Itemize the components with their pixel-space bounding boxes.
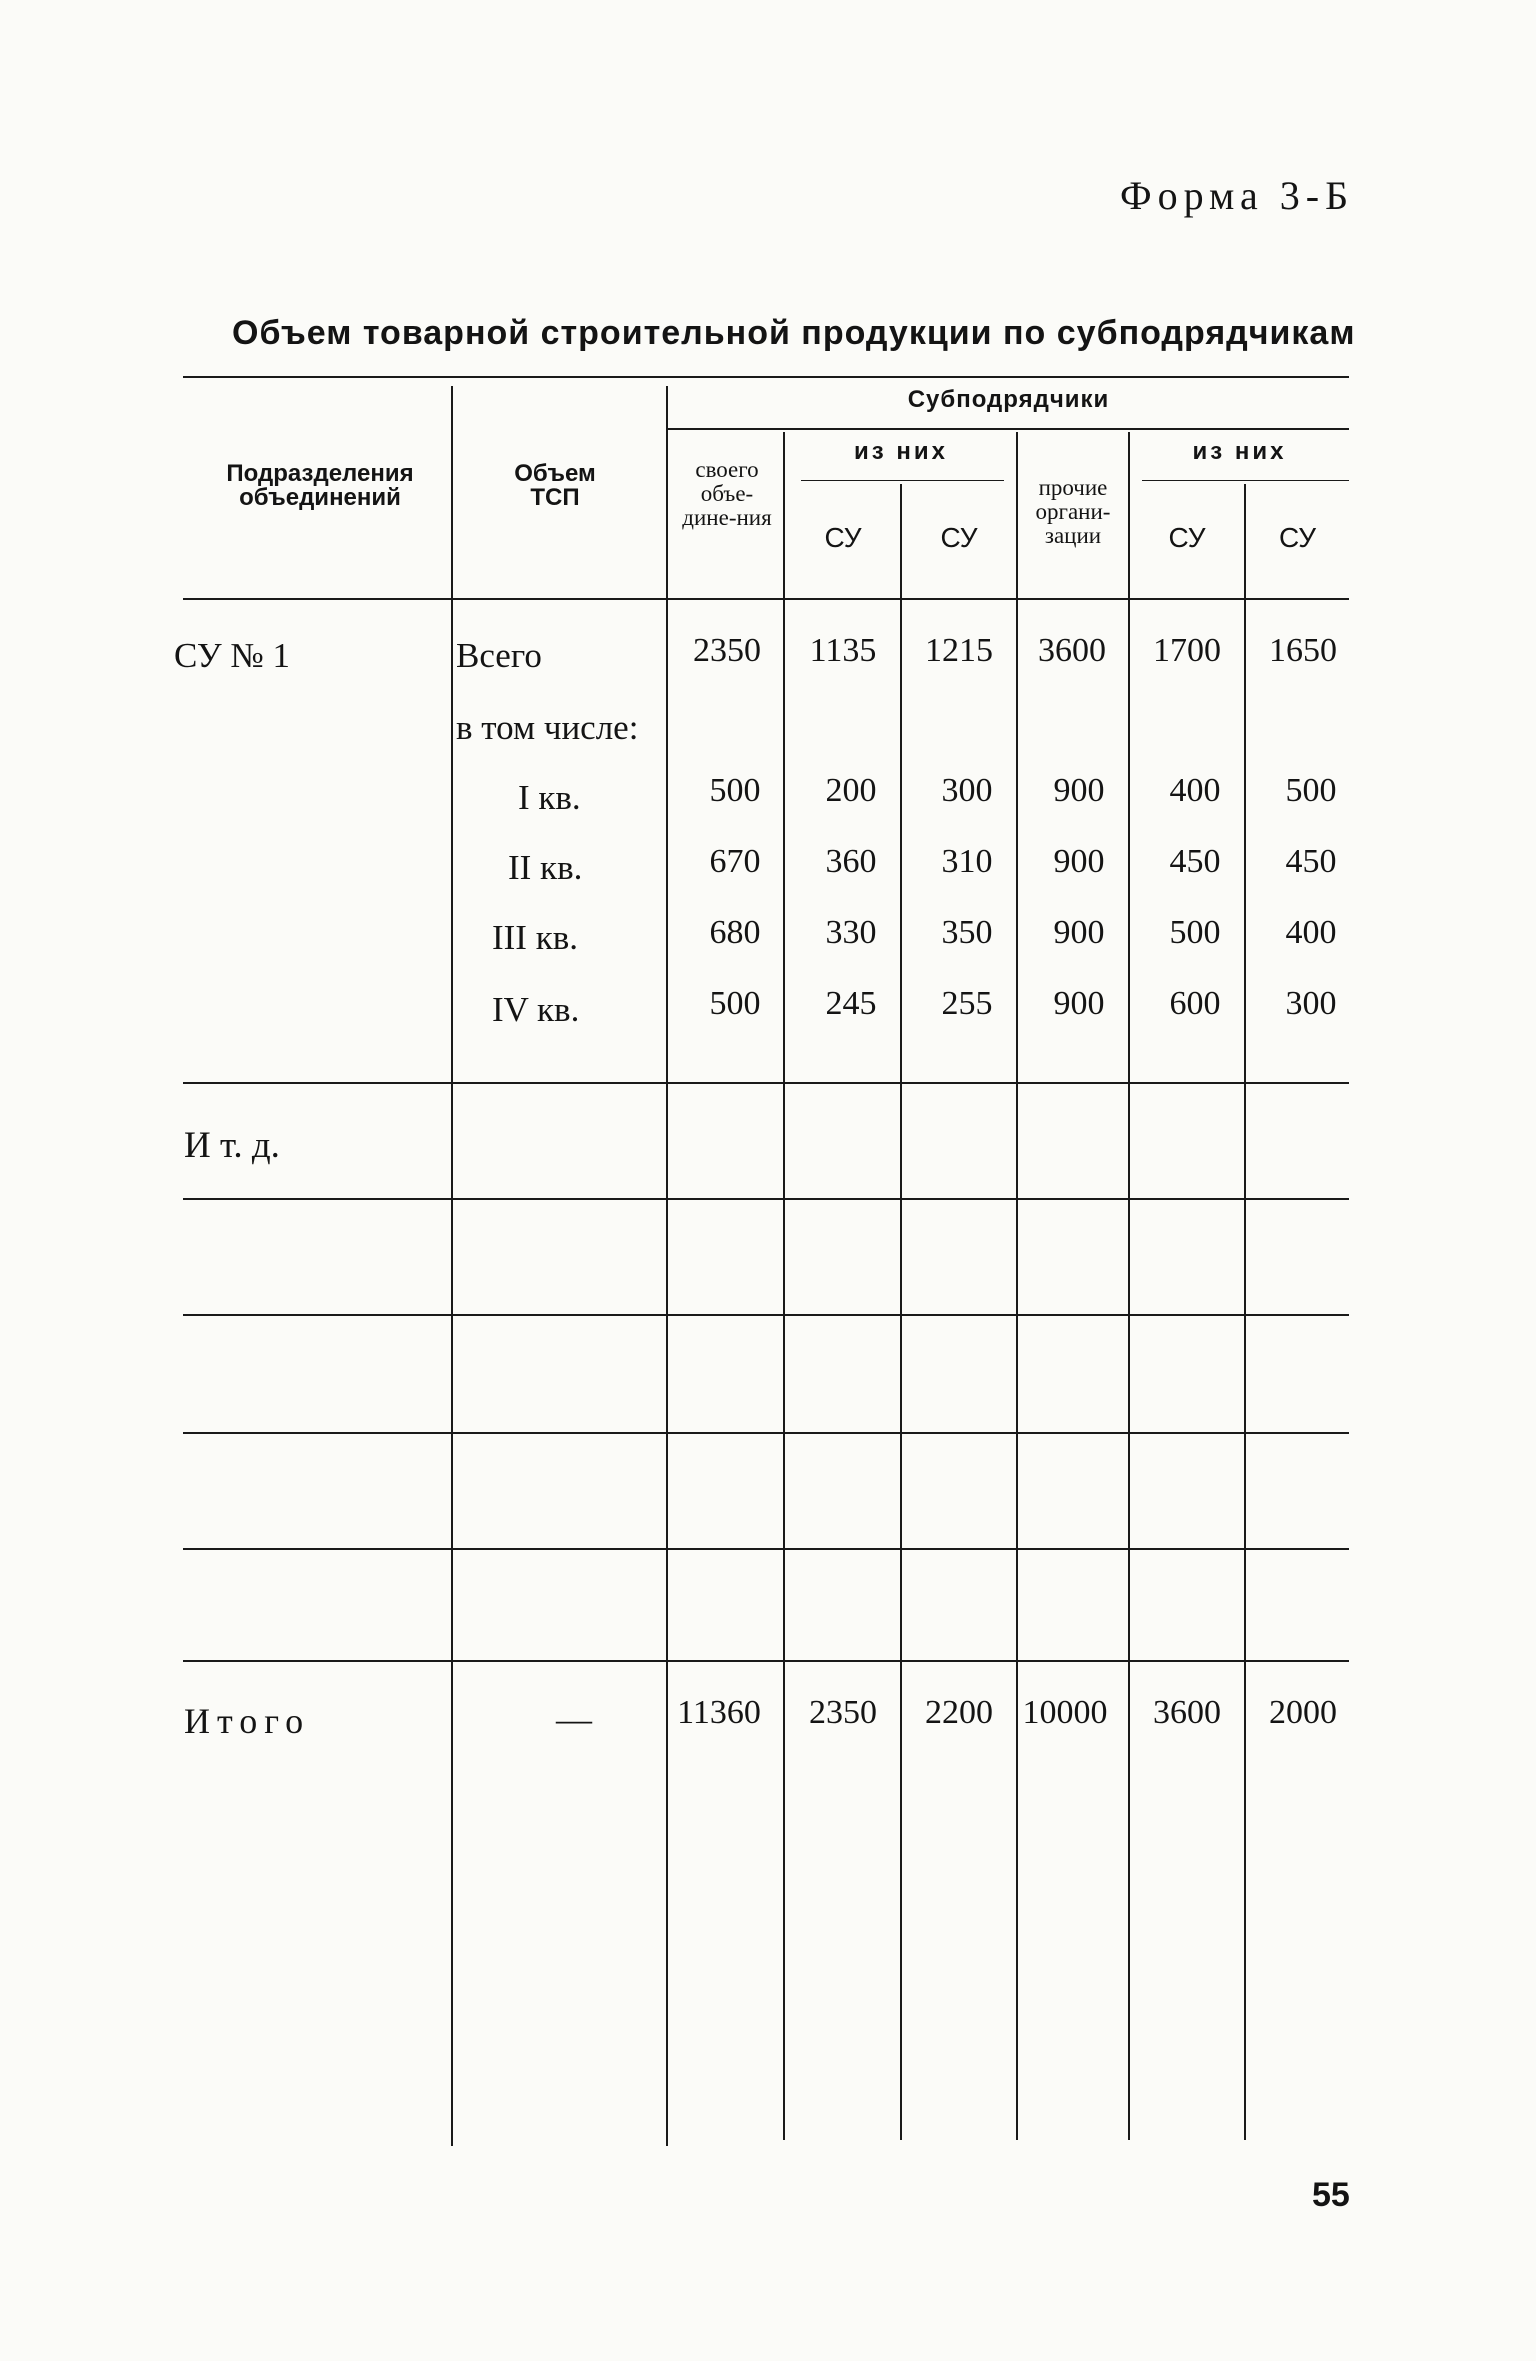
cell-other: 900: [1053, 772, 1105, 809]
cell-su-1: 200: [825, 772, 877, 809]
cell-su-2: 350: [941, 914, 993, 951]
cell-su-4: 1650: [1269, 632, 1337, 669]
header-own-association: своего объе-дине-ния: [682, 457, 772, 531]
header-su-4: СУ: [1278, 522, 1317, 553]
cell-su-2: 300: [941, 772, 993, 809]
cell-su-3: 450: [1169, 843, 1221, 880]
header-su-2: СУ: [940, 522, 978, 553]
cell-other: 3600: [1038, 632, 1106, 669]
total-own: 11360: [677, 1694, 761, 1731]
cell-su-2: 255: [941, 985, 993, 1022]
cell-su-3: 400: [1169, 772, 1221, 809]
row-label: Всего: [456, 636, 542, 675]
cell-su-4: 500: [1285, 772, 1337, 809]
total-label: Итого: [184, 1701, 311, 1741]
total-other: 10000: [1022, 1694, 1108, 1731]
header-su-1: СУ: [824, 522, 862, 553]
cell-other: 900: [1053, 985, 1105, 1022]
header-volume: Объем ТСП: [514, 460, 596, 511]
header-other-orgs: прочие органи-зации: [1035, 475, 1111, 549]
cell-other: 900: [1053, 914, 1105, 951]
header-su-3: СУ: [1168, 522, 1206, 553]
cell-su-2: 1215: [925, 632, 993, 669]
etc-label: И т. д.: [184, 1125, 280, 1166]
cell-su-3: 600: [1169, 985, 1221, 1022]
cell-own: 670: [709, 843, 761, 880]
row-label: II кв.: [508, 848, 583, 887]
total-su-2: 2200: [925, 1694, 993, 1731]
row-label: IV кв.: [492, 990, 580, 1029]
cell-own: 680: [709, 914, 761, 951]
cell-su-1: 330: [825, 914, 877, 951]
total-su-4: 2000: [1269, 1694, 1337, 1731]
cell-su-2: 310: [941, 843, 993, 880]
form-label: Форма 3-Б: [1120, 173, 1355, 218]
row-label: в том числе:: [456, 708, 639, 747]
cell-su-4: 400: [1285, 914, 1337, 951]
cell-su-1: 245: [825, 985, 877, 1022]
cell-own: 500: [709, 985, 761, 1022]
cell-su-4: 450: [1285, 843, 1337, 880]
row-label: I кв.: [518, 778, 581, 817]
cell-own: 2350: [693, 632, 761, 669]
cell-su-3: 1700: [1153, 632, 1221, 669]
page-number: 55: [1312, 2176, 1350, 2214]
su1-name: СУ № 1: [174, 636, 291, 675]
cell-su-4: 300: [1285, 985, 1337, 1022]
cell-su-1: 1135: [809, 632, 877, 669]
header-of-them-2: из них: [1192, 438, 1287, 465]
cell-su-3: 500: [1169, 914, 1221, 951]
page-title: Объем товарной строительной продукции по субподрядчикам: [232, 314, 1356, 352]
header-subcontractors: Субподрядчики: [907, 386, 1110, 413]
cell-su-1: 360: [825, 843, 877, 880]
cell-other: 900: [1053, 843, 1105, 880]
total-volume: —: [556, 1699, 592, 1739]
header-of-them-1: из них: [854, 438, 948, 465]
header-subdivisions: Подразделения объединений: [226, 460, 414, 511]
row-label: III кв.: [492, 918, 578, 957]
cell-own: 500: [709, 772, 761, 809]
total-su-3: 3600: [1153, 1694, 1221, 1731]
total-su-1: 2350: [809, 1694, 877, 1731]
